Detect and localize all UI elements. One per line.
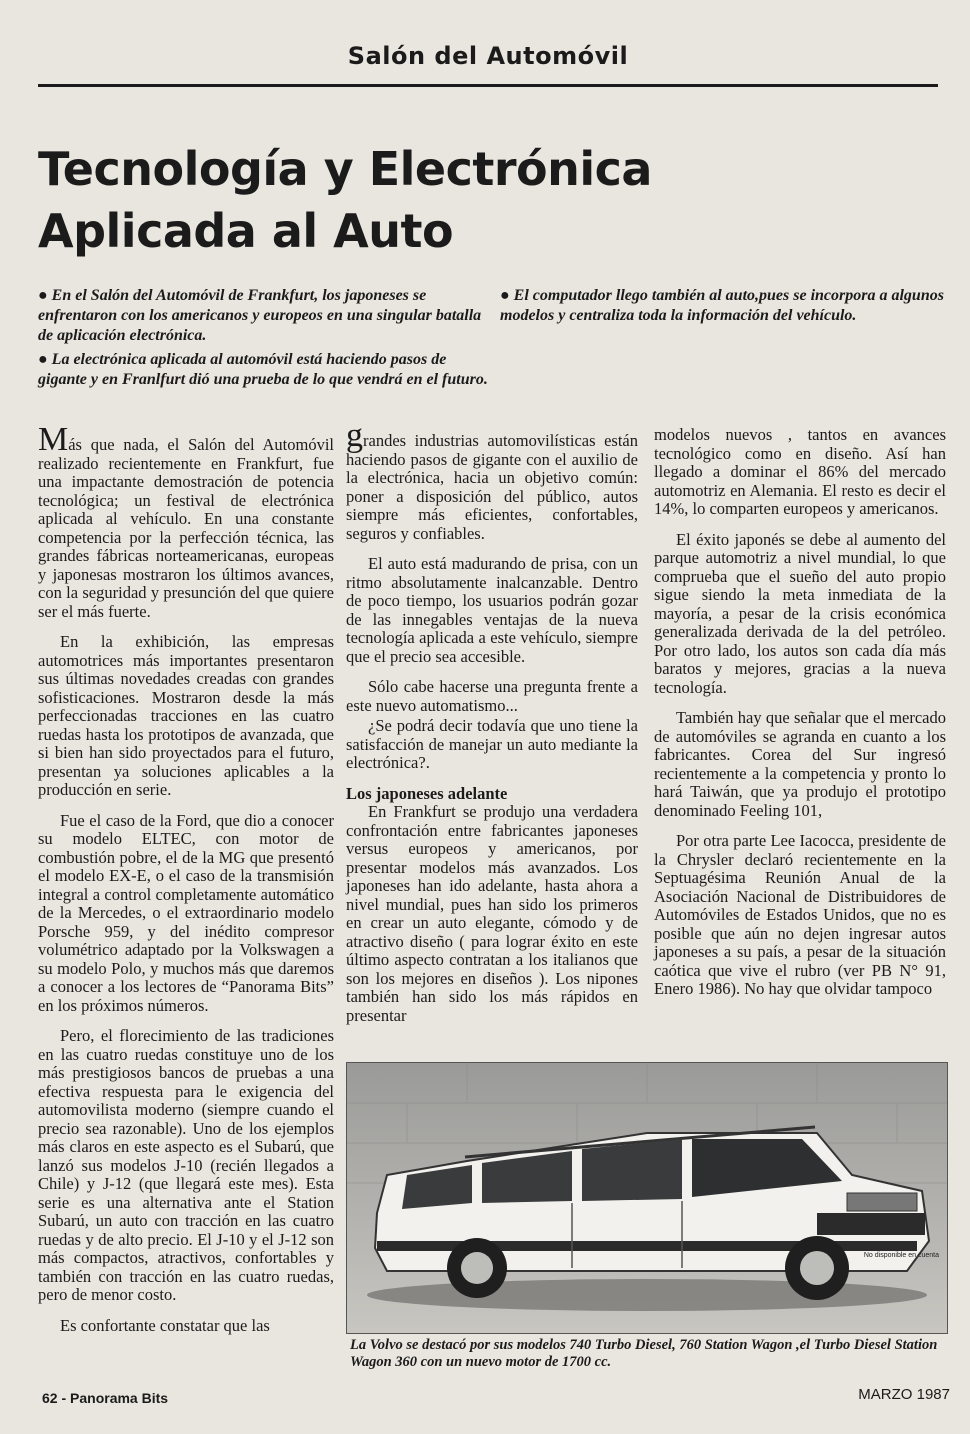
paragraph: También hay que señalar que el mercado de automóviles se agranda en cuanto a los fabricantes. Corea del Sur ingresó recientemente a la competencia y pronto lo hará Taiwán, que ya produjo el prototipo denominado Feeling 101, <box>654 708 946 820</box>
lead-paragraph-1 <box>38 286 488 346</box>
article-column-3 <box>654 426 946 1011</box>
lead-paragraph-2 <box>500 286 946 326</box>
paragraph: Pero, el florecimiento de las tradiciones en las cuatro ruedas constituye uno de los más prestigiosos bancos de pruebas a una efectiva respuesta para le exigencia del automovilista moderno (siempre cuando el precio sea razonable). Uno de los ejemplos más claros en este aspecto es el Subarú, que lanzó sus modelos J-10 (recién llegados a Chile) y J-12 (que llegará este mes). Esta serie es una alternativa ante el Station Subarú, un auto con tracción en las cuatro ruedas y de alto precio. El J-10 y el J-12 son más compactos, atractivos, confortables y también con tracción en las cuatro ruedas, pero de menor costo. <box>38 1026 334 1304</box>
section-header <box>38 38 938 87</box>
headline <box>38 138 678 262</box>
article-column-1 <box>38 421 334 1347</box>
lead-paragraph-3 <box>38 350 488 390</box>
photo-caption: La Volvo se destacó por sus modelos 740 Turbo Diesel, 760 Station Wagon ,el Turbo Diesel Station Wagon 360 con un nuevo motor de 1700 cc. <box>350 1337 938 1370</box>
lead-text-1: En el Salón del Automóvil de Frankfurt, los japoneses se enfrentaron con los americanos y europeos en una singular batalla de aplicación electrónica. <box>38 287 482 344</box>
headline-line-1: Tecnología y Electrónica <box>38 142 652 196</box>
paragraph: Sólo cabe hacerse una pregunta frente a este nuevo automatismo... <box>346 677 638 715</box>
bullet-icon: ● <box>38 287 48 304</box>
lead-text-3: La electrónica aplicada al automóvil está haciendo pasos de gigante y en Franlfurt dió una prueba de lo que vendrá en el futuro. <box>38 351 488 388</box>
paragraph: Fue el caso de la Ford, que dio a conocer su modelo ELTEC, con motor de combustión pobre, el de la MG que presentó el modelo EX-E, o el caso de la transmisión integral a control completamente automático de la Mercedes, o el extraordinario modelo Porsche 959, y del inédito compresor volumétrico adaptado por la Volkswagen a su modelo Polo, y muchos más que daremos a conocer a los lectores de “Panorama Bits” en los próximos números. <box>38 810 334 1015</box>
paragraph: grandes industrias automovilísticas están haciendo pasos de gigante con el auxilio de la electrónica, hacia un objetivo común: poner a disposición del público, autos siempre más eficientes, confortables, seguros y confiables. <box>346 417 638 543</box>
section-title: Salón del Automóvil <box>347 42 629 70</box>
photo-credit: No disponible en cuenta <box>863 1252 939 1259</box>
paragraph: En Frankfurt se produjo una verdadera confrontación entre fabricantes japoneses versus europeos y americanos, por presentar modelos más avanzados. Los japoneses han ido adelante, hasta ahora a nivel mundial, pues han sido los primeros en crear un auto elegante, cómodo y de atractivo diseño ( para lograr éxito en este último aspecto contratan a los italianos que son los mejores en diseños ). Los nipones también han sido los más rápidos en presentar <box>346 802 638 1025</box>
car-illustration-icon <box>347 1063 947 1333</box>
issue-date: MARZO 1987 <box>858 1386 950 1403</box>
paragraph: En la exhibición, las empresas automotrices más importantes presentaron sus últimas novedades creadas con grandes sofisticaciones. Mostraron desde la más perfeccionadas tracciones en las cuatro ruedas hasta los prototipos de avanzada, que si bien han sido proyectados para el futuro, presentan ya soluciones aplicables a la producción en serie. <box>38 632 334 799</box>
article-column-2 <box>346 417 638 1037</box>
paragraph: Por otra parte Lee Iacocca, presidente de la Chrysler declaró recientemente en la Septuagésima Reunión Anual de la Asociación Nacional de Distribuidores de Automóviles de Estados Unidos, que no es posible que aún no dejen ingresar autos japoneses a su país, a pesar de la situación caótica que vive el rubro (ver PB N° 91, Enero 1986). No hay que olvidar tampoco <box>654 831 946 998</box>
paragraph: Es confortante constatar que las <box>60 1315 270 1335</box>
paragraph: El auto está madurando de prisa, con un ritmo absolutamente inalcanzable. Dentro de poco tiempo, los usuarios podrán gozar de las innegables ventajas de la nueva tecnología aplicada a este vehículo, siempre que el precio sea accesible. <box>346 554 638 666</box>
lead-text-2: El computador llego también al auto,pues se incorpora a algunos modelos y centraliza toda la información del vehículo. <box>500 287 944 324</box>
bullet-icon: ● <box>38 351 48 368</box>
paragraph: ¿Se podrá decir todavía que uno tiene la satisfacción de manejar un auto mediante la electrónica?. <box>346 716 638 772</box>
paragraph: Más que nada, el Salón del Automóvil realizado recientemente en Frankfurt, fue una impactante demostración de potencia tecnológica; un festival de electrónica aplicada al vehículo. En una constante competencia por la perfección técnica, las grandes fábricas norteamericanas, europeas y japonesas mostraron los últimos avances, con la seguridad y presunción del que quiere ser el más fuerte. <box>38 421 334 621</box>
subheading: Los japoneses adelante <box>346 783 508 803</box>
bullet-icon: ● <box>500 287 510 304</box>
volvo-wagon-photo <box>346 1062 948 1334</box>
paragraph: modelos nuevos , tantos en avances tecnológico como en diseño. Así han llegado a dominar el 86% del mercado automotriz en Alemania. El resto es decir el 14%, lo comparten europeos y americanos. <box>654 425 946 518</box>
paragraph: El éxito japonés se debe al aumento del parque automotriz a nivel mundial, lo que comprueba que el sueño del auto propio sigue siendo la meta inmediata de la mayoría, a pesar de la crisis económica generalizada derivada de la del petróleo. Por otro lado, los autos son cada día más baratos y mejores, gracias a la nueva tecnología. <box>654 529 946 697</box>
page-number: 62 - Panorama Bits <box>42 1390 169 1406</box>
headline-line-2: Aplicada al Auto <box>38 204 454 258</box>
